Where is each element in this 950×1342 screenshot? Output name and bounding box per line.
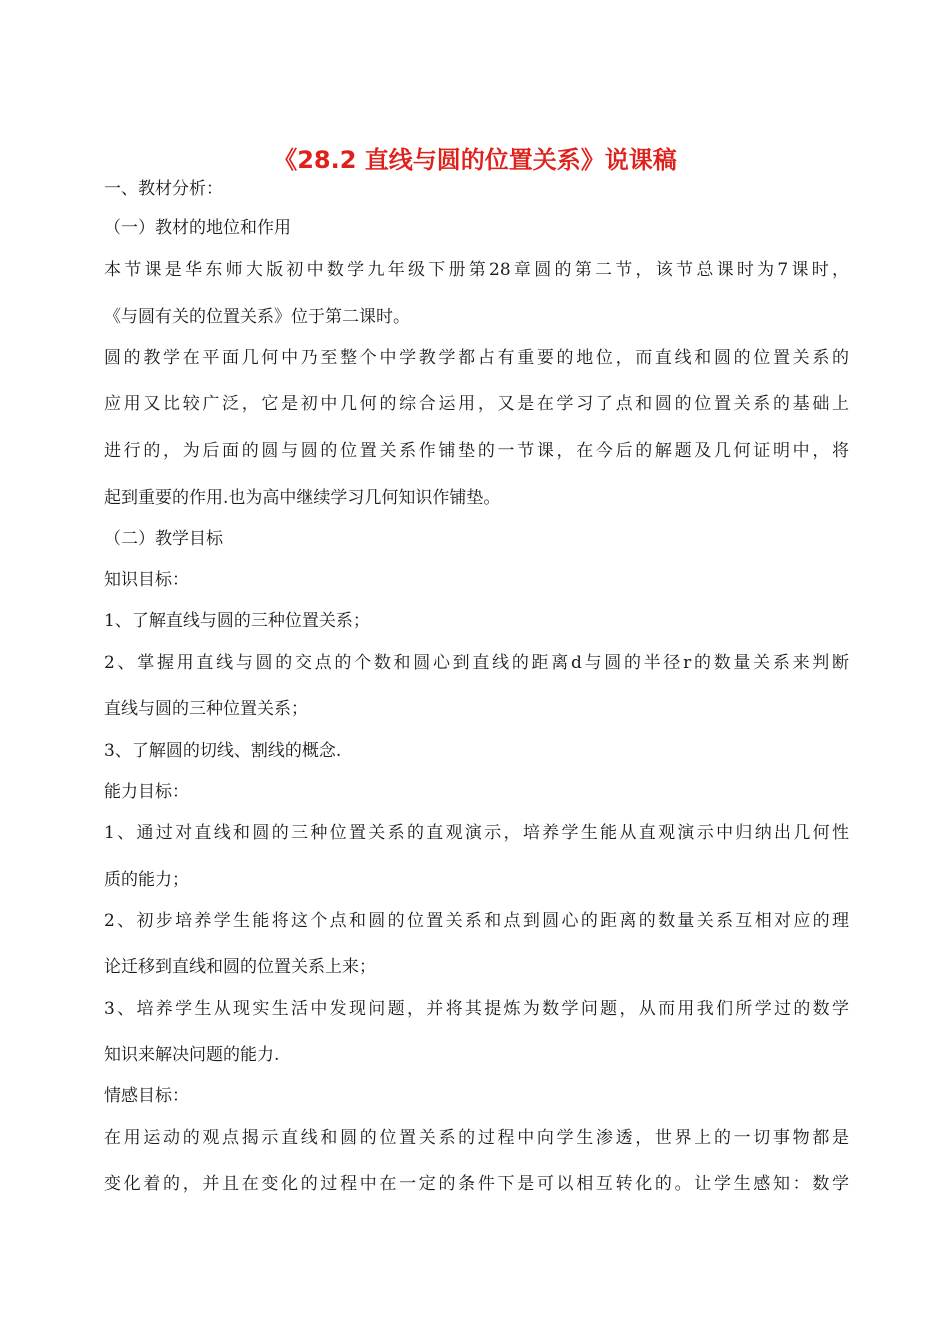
paragraph-line: 2、初步培养学生能将这个点和圆的位置关系和点到圆心的距离的数量关系互相对应的理 bbox=[104, 911, 849, 931]
paragraph-line: 直线与圆的三种位置关系； bbox=[104, 699, 308, 719]
paragraph-line: 2、掌握用直线与圆的交点的个数和圆心到直线的距离d与圆的半径r的数量关系来判断 bbox=[104, 653, 849, 673]
paragraph-line: 3、培养学生从现实生活中发现问题，并将其提炼为数学问题，从而用我们所学过的数学 bbox=[104, 999, 849, 1019]
paragraph-line: 知识来解决问题的能力. bbox=[104, 1045, 280, 1065]
paragraph-line: 论迁移到直线和圆的位置关系上来； bbox=[104, 957, 376, 977]
paragraph-line: 应用又比较广泛，它是初中几何的综合运用，又是在学习了点和圆的位置关系的基础上 bbox=[104, 394, 849, 414]
paragraph-line: 《与圆有关的位置关系》位于第二课时。 bbox=[104, 307, 410, 327]
paragraph-line: 在用运动的观点揭示直线和圆的位置关系的过程中向学生渗透，世界上的一切事物都是 bbox=[104, 1128, 849, 1148]
paragraph-line: 本节课是华东师大版初中数学九年级下册第28章圆的第二节，该节总课时为7课时， bbox=[104, 260, 849, 280]
paragraph-line: 变化着的，并且在变化的过程中在一定的条件下是可以相互转化的。让学生感知：数学 bbox=[104, 1174, 849, 1194]
paragraph-line: 3、了解圆的切线、割线的概念. bbox=[104, 741, 342, 761]
paragraph-line: 1、了解直线与圆的三种位置关系； bbox=[104, 611, 370, 631]
paragraph-line: 情感目标： bbox=[104, 1086, 189, 1106]
paragraph-line: 能力目标： bbox=[104, 782, 189, 802]
paragraph-line: （二）教学目标 bbox=[104, 529, 223, 549]
paragraph-line: 圆的教学在平面几何中乃至整个中学教学都占有重要的地位，而直线和圆的位置关系的 bbox=[104, 348, 849, 368]
paragraph-line: （一）教材的地位和作用 bbox=[104, 218, 291, 238]
paragraph-line: 一、教材分析： bbox=[104, 179, 223, 199]
paragraph-line: 1、通过对直线和圆的三种位置关系的直观演示，培养学生能从直观演示中归纳出几何性 bbox=[104, 823, 849, 843]
paragraph-line: 起到重要的作用.也为高中继续学习几何知识作铺垫。 bbox=[104, 488, 501, 508]
paragraph-line: 知识目标： bbox=[104, 570, 189, 590]
paragraph-line: 质的能力； bbox=[104, 870, 189, 890]
document-title: 《28.2 直线与圆的位置关系》说课稿 bbox=[273, 146, 677, 174]
paragraph-line: 进行的，为后面的圆与圆的位置关系作铺垫的一节课，在今后的解题及几何证明中，将 bbox=[104, 441, 849, 461]
